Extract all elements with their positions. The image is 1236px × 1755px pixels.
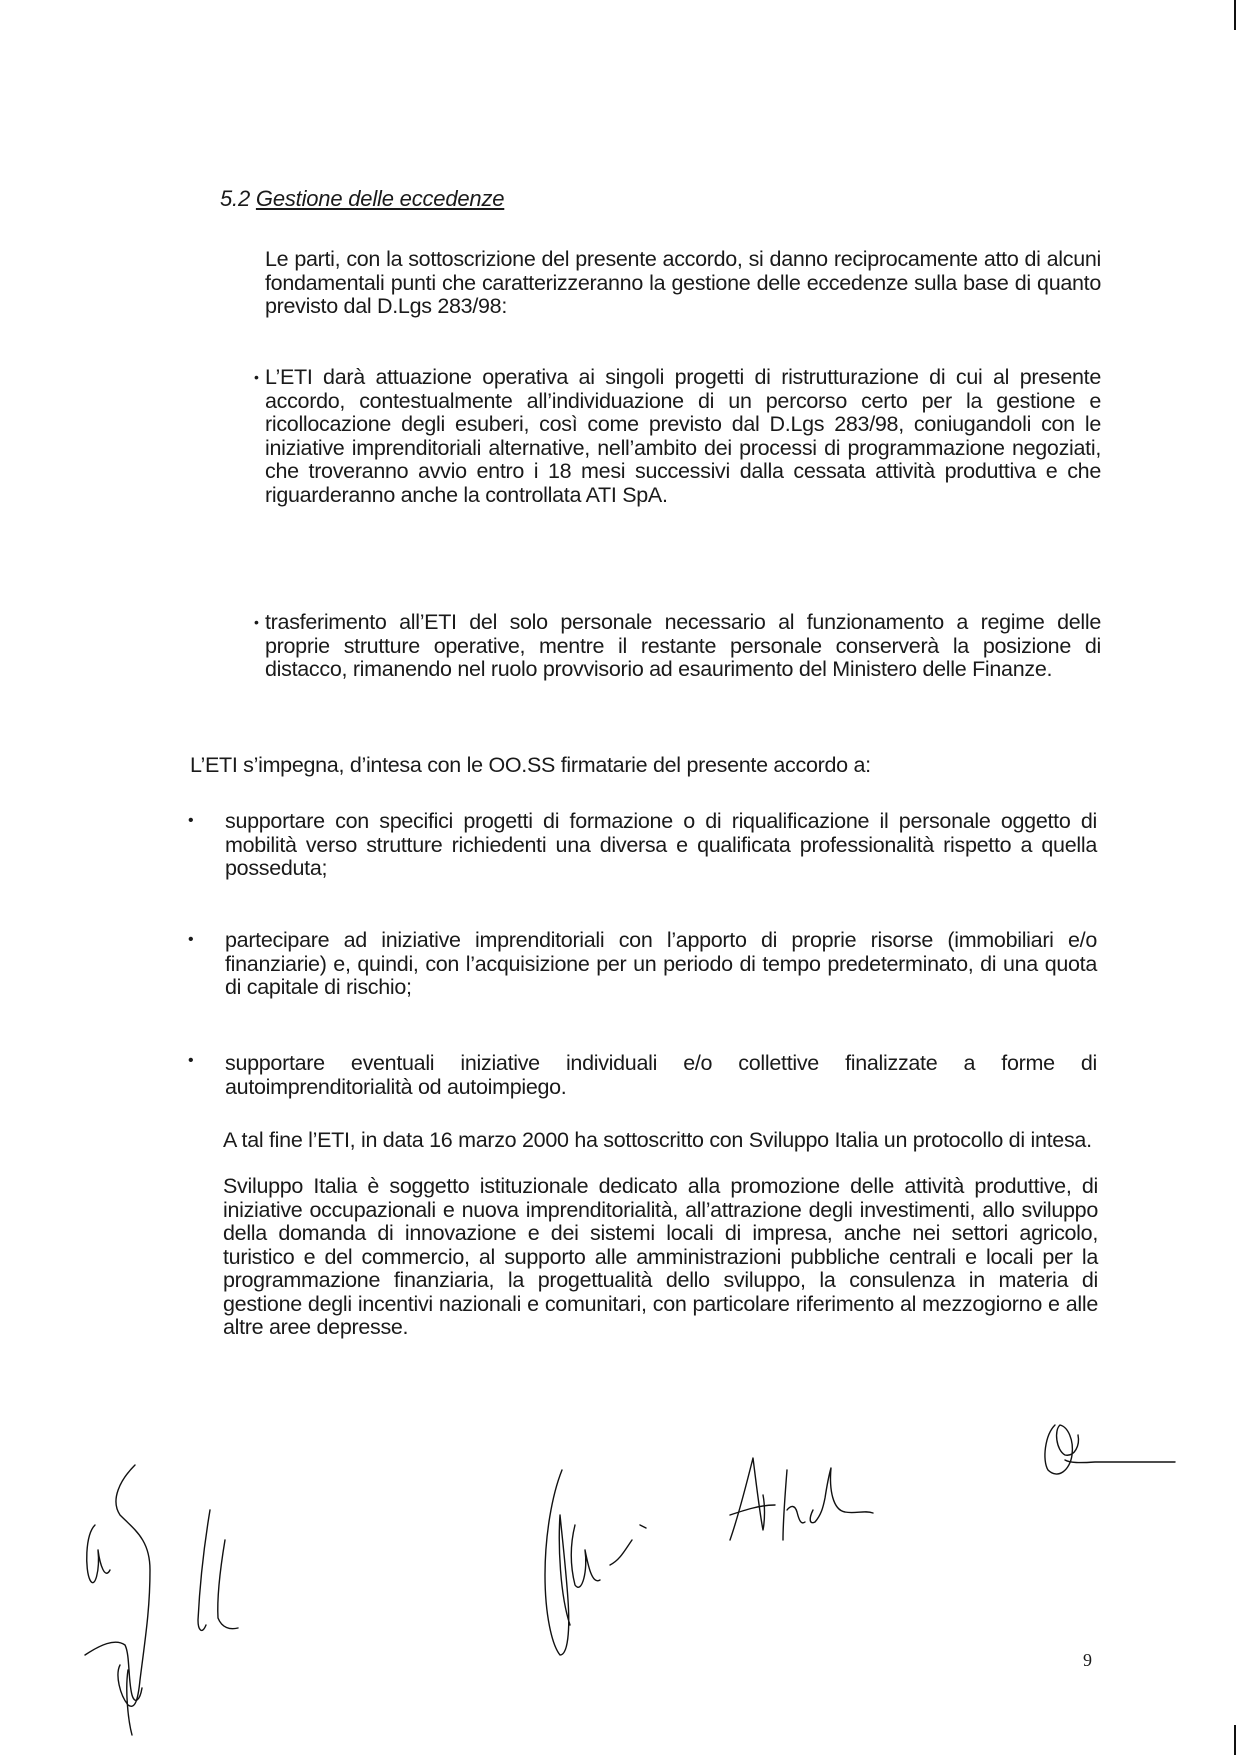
sub-point (254, 365, 1101, 507)
bullet-icon: • (188, 931, 194, 948)
signature-3 (725, 1450, 935, 1550)
closing-paragraph: A tal fine l’ETI, in data 16 marzo 2000 ha sottoscritto con Sviluppo Italia un protocollo di intesa. (223, 1128, 1092, 1152)
page-number: 9 (1083, 1650, 1092, 1670)
signature-4 (1040, 1415, 1180, 1495)
bullet-icon: • (188, 812, 194, 829)
bullet-icon: • (254, 369, 259, 385)
section-number: 5.2 (220, 186, 250, 211)
signature-2 (540, 1455, 670, 1665)
intro-paragraph: Le parti, con la sottoscrizione del presente accordo, si danno reciprocamente atto di alcuni fondamentali punti che caratterizzeranno la gestione delle eccedenze sulla base di quanto previsto dal D.Lgs 283/98: (265, 247, 1101, 318)
commitment-lead: L’ETI s’impegna, d’intesa con le OO.SS firmatarie del presente accordo a: (190, 753, 871, 777)
commitment-item: supportare eventuali iniziative individuali e/o collettive finalizzate a forme di autoimprenditorialità od autoimpiego. (225, 1051, 1097, 1099)
sub-point (254, 610, 1101, 682)
bullet-icon: • (254, 614, 259, 630)
commitment-item: partecipare ad iniziative imprenditoriali con l’apporto di proprie risorse (immobiliari e/o finanziarie) e, quindi, con l’acquisizione per un periodo di tempo predeterminato, di una quota di capitale di rischio; (225, 928, 1097, 999)
signature-1 (80, 1440, 260, 1740)
commitment-item: supportare con specifici progetti di formazione o di riqualificazione il personale oggetto di mobilità verso strutture richiedenti una diversa e qualificata professionalità rispetto a quella posseduta; (225, 809, 1097, 880)
sub-point-text: L’ETI darà attuazione operativa ai singoli progetti di ristrutturazione di cui al presente accordo, contestualmente all’individuazione di un percorso certo per la gestione e ricollocazione degli esuberi, così come previsto dal D.Lgs 283/98, coniugandoli con le iniziative imprenditoriali alternative, nell’ambito dei processi di programmazione negoziati, che troveranno avvio entro i 18 mesi successivi dalla cessata attività produttiva e che riguarderanno anche la controllata ATI SpA. (265, 365, 1101, 507)
section-heading (220, 186, 504, 212)
section-title: Gestione delle eccedenze (255, 186, 505, 211)
sub-point-text: trasferimento all’ETI del solo personale necessario al funzionamento a regime delle proprie strutture operative, mentre il restante personale conserverà la posizione di distacco, rimanendo nel ruolo provvisorio ad esaurimento del Ministero delle Finanze. (265, 610, 1101, 681)
bullet-icon: • (188, 1052, 194, 1069)
closing-paragraph: Sviluppo Italia è soggetto istituzionale dedicato alla promozione delle attività produttive, di iniziative occupazionali e nuova imprenditorialità, all’attrazione degli investimenti, allo sviluppo della domanda di innovazione e dei sistemi locali di impresa, anche nei settori agricolo, turistico e del commercio, al supporto alle amministrazioni pubbliche centrali e locali per la programmazione finanziaria, la progettualità dello sviluppo, la consulenza in materia di gestione degli incentivi nazionali e comunitari, con particolare riferimento al mezzogiorno e alle altre aree depresse. (223, 1174, 1098, 1339)
